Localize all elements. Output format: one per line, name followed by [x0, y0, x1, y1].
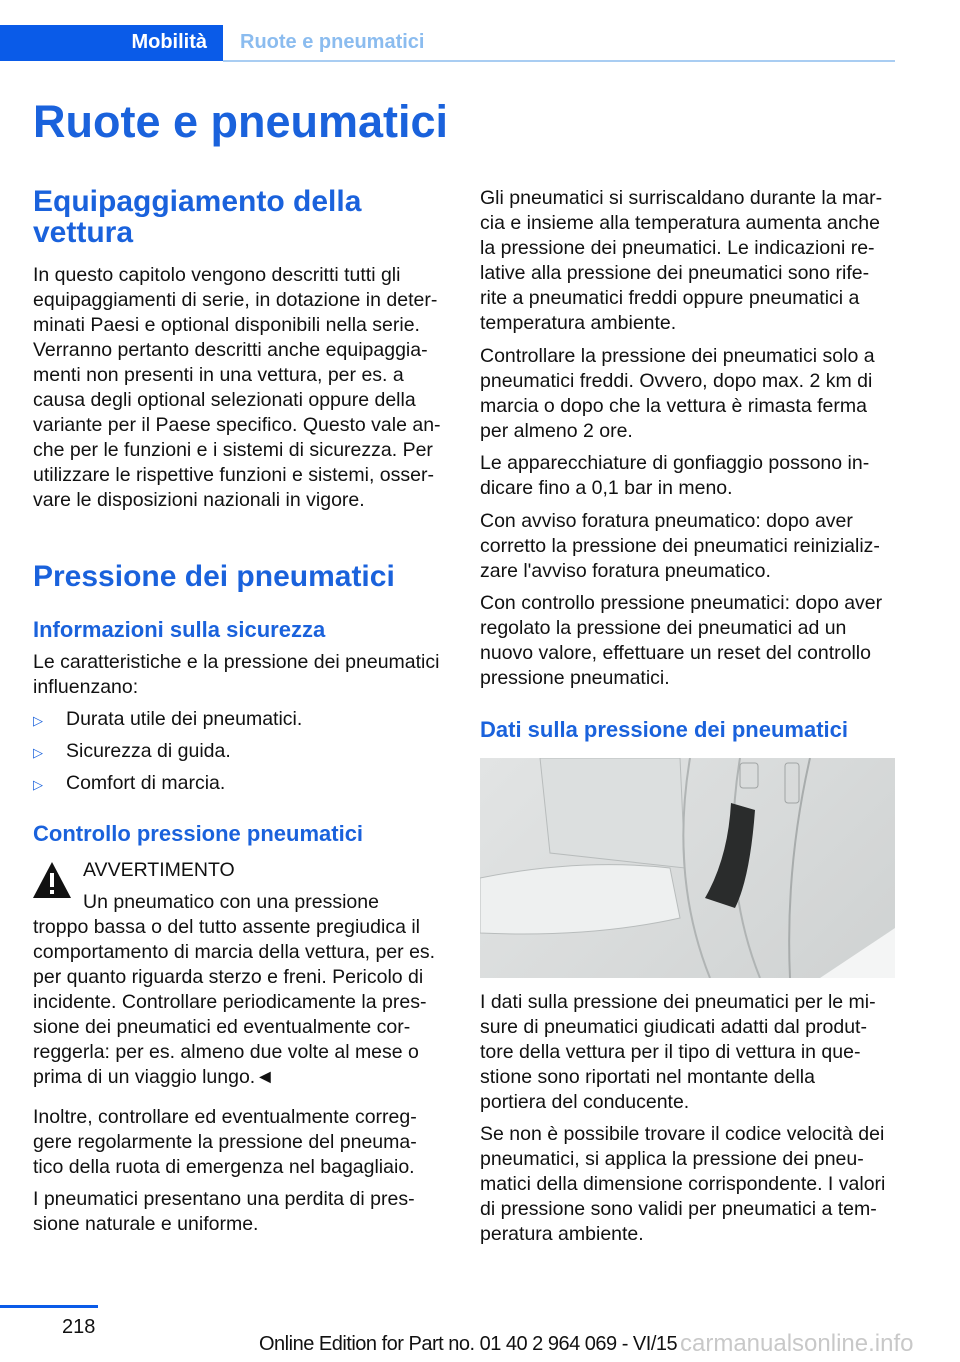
text-line: per almeno 2 ore.: [480, 420, 633, 442]
text-line: minati Paesi e optional disponibili nella serie.: [33, 314, 420, 336]
text-line: portiera del conducente.: [480, 1091, 690, 1113]
page-title: Ruote e pneumatici: [33, 96, 449, 147]
text-line: troppo bassa o del tutto assente pregiudica il: [33, 916, 421, 938]
text-line: prima di un viaggio lungo.◄: [33, 1066, 275, 1088]
text-line: pneumatici freddi. Ovvero, dopo max. 2 km di: [480, 370, 873, 392]
text-line: zare l'avviso foratura pneumatico.: [480, 560, 771, 582]
text-line: che per le funzioni e i sistemi di sicurezza. Per: [33, 439, 433, 461]
text-line: influenzano:: [33, 676, 139, 698]
triangle-bullet-icon: ▷: [33, 777, 43, 792]
text-line: variante per il Paese specifico. Questo vale an-: [33, 414, 441, 436]
text-line: comportamento di marcia della vettura, per es.: [33, 941, 436, 963]
heading-control: Controllo pressione pneumatici: [33, 821, 364, 846]
text-line: per quanto riguarda sterzo e freni. Pericolo di: [33, 966, 424, 988]
paragraph-equipment: [33, 263, 441, 513]
text-line: cia e insieme alla temperatura aumenta anche: [480, 212, 880, 234]
paragraph-loss: [33, 1187, 415, 1237]
text-line: stione sono riportati nel montante della: [480, 1066, 815, 1088]
header-divider: [223, 60, 895, 62]
text-line: pressione pneumatici.: [480, 667, 670, 689]
text-line: sione naturale e uniforme.: [33, 1213, 259, 1235]
text-line: incidente. Controllare periodicamente la pres-: [33, 991, 427, 1013]
list-item: [33, 740, 231, 763]
text-line: Un pneumatico con una pressione: [83, 891, 379, 913]
text-line: tico della ruota di emergenza nel bagagliaio.: [33, 1156, 415, 1178]
heading-safety: Informazioni sulla sicurezza: [33, 617, 326, 642]
warning-text: [33, 890, 435, 1090]
text-line: marcia o dopo che la vettura è rimasta ferma: [480, 395, 867, 417]
text-line: corretto la pressione dei pneumatici reinizializ-: [480, 535, 880, 557]
paragraph-cold-check: [480, 344, 875, 444]
warning-title: AVVERTIMENTO: [83, 859, 235, 881]
heading-pressure: Pressione dei pneumatici: [33, 560, 395, 593]
list-item-text: Sicurezza di guida.: [66, 740, 231, 762]
heading-equipment: [33, 186, 361, 248]
text-line: I dati sulla pressione dei pneumatici per le mi-: [480, 991, 876, 1013]
heading-pressure-data: Dati sulla pressione dei pneumatici: [480, 717, 848, 742]
list-item-text: Durata utile dei pneumatici.: [66, 708, 303, 730]
text-line: tore della vettura per il tipo di vettura in que-: [480, 1041, 861, 1063]
page-number: 218: [62, 1316, 96, 1338]
text-line: gere regolarmente la pressione del pneuma-: [33, 1131, 417, 1153]
text-line: causa degli optional selezionati oppure della: [33, 389, 416, 411]
paragraph-heat: [480, 186, 882, 336]
text-line: utilizzare le rispettive funzioni e sistemi, osser-: [33, 464, 434, 486]
text-line: peratura ambiente.: [480, 1223, 644, 1245]
text-line: Se non è possibile trovare il codice velocità dei: [480, 1123, 885, 1145]
footer-divider: [0, 1305, 98, 1308]
heading-line: Equipaggiamento della: [33, 185, 362, 218]
text-line: Controllare la pressione dei pneumatici solo a: [480, 345, 875, 367]
text-line: pneumatici, si applica la pressione dei pneu-: [480, 1148, 864, 1170]
list-item-text: Comfort di marcia.: [66, 772, 226, 794]
text-line: sure di pneumatici giudicati adatti dal produt-: [480, 1016, 867, 1038]
text-line: Verranno pertanto descritti anche equipaggia-: [33, 339, 428, 361]
text-line: Le apparecchiature di gonfiaggio possono in-: [480, 452, 870, 474]
chapter-tab[interactable]: [0, 25, 223, 61]
text-line: la pressione dei pneumatici. Le indicazioni re-: [480, 237, 875, 259]
paragraph-puncture: [480, 509, 880, 584]
list-item: [33, 708, 302, 731]
paragraph-data-location: [480, 990, 876, 1115]
text-line: equipaggiamenti di serie, in dotazione in deter-: [33, 289, 438, 311]
text-line: nuovo valore, effettuare un reset del controllo: [480, 642, 871, 664]
text-line: di pressione sono validi per pneumatici a tem-: [480, 1198, 877, 1220]
text-line: Inoltre, controllare ed eventualmente correg-: [33, 1106, 417, 1128]
heading-line: vettura: [33, 216, 134, 249]
text-line: In questo capitolo vengono descritti tutti gli: [33, 264, 401, 286]
triangle-bullet-icon: ▷: [33, 713, 43, 728]
list-item: [33, 772, 225, 795]
watermark: carmanualsonline.info: [680, 1330, 914, 1357]
paragraph-speed-code: [480, 1122, 885, 1247]
text-line: dicare fino a 0,1 bar in meno.: [480, 477, 733, 499]
text-line: regolato la pressione dei pneumatici ad un: [480, 617, 847, 639]
text-line: Gli pneumatici si surriscaldano durante la mar-: [480, 187, 883, 209]
text-line: Con controllo pressione pneumatici: dopo aver: [480, 592, 883, 614]
chapter-label: Mobilità: [131, 31, 207, 53]
text-line: sione dei pneumatici ed eventualmente cor-: [33, 1016, 411, 1038]
text-line: matici della dimensione corrispondente. I valori: [480, 1173, 886, 1195]
paragraph-safety: [33, 650, 439, 700]
triangle-bullet-icon: ▷: [33, 745, 43, 760]
section-label[interactable]: Ruote e pneumatici: [240, 31, 425, 53]
text-line: reggerla: per es. almeno due volte al mese o: [33, 1041, 419, 1063]
edition-info: Online Edition for Part no. 01 40 2 964 069 - VI/15: [259, 1333, 678, 1355]
paragraph-inflation: [480, 451, 869, 501]
text-line: I pneumatici presentano una perdita di pres-: [33, 1188, 415, 1210]
door-pillar-illustration: [480, 758, 895, 978]
text-line: Le caratteristiche e la pressione dei pneumatici: [33, 651, 440, 673]
text-line: temperatura ambiente.: [480, 312, 677, 334]
text-line: vare le disposizioni nazionali in vigore.: [33, 489, 365, 511]
text-line: lative alla pressione dei pneumatici sono rife-: [480, 262, 870, 284]
text-line: Con avviso foratura pneumatico: dopo aver: [480, 510, 853, 532]
text-line: rite a pneumatici freddi oppure pneumatici a: [480, 287, 860, 309]
paragraph-reset: [480, 591, 882, 691]
paragraph-spare: [33, 1105, 417, 1180]
text-line: menti non presenti in una vettura, per es. a: [33, 364, 404, 386]
